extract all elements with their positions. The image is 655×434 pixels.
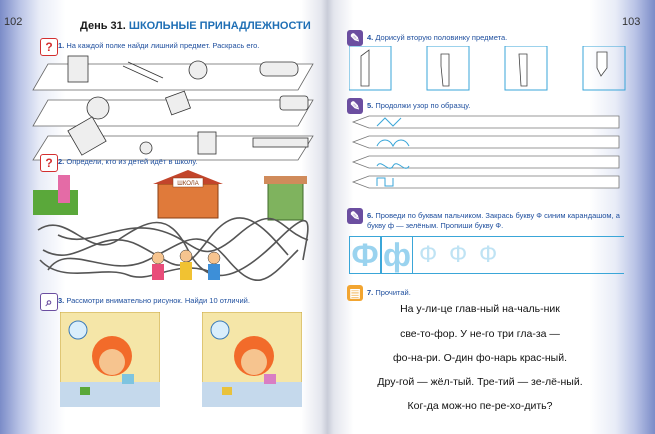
task-5-text xyxy=(367,101,470,110)
task-4-text xyxy=(367,33,507,42)
half-pencil-shape xyxy=(361,50,369,86)
school-building xyxy=(153,170,223,218)
left-page xyxy=(4,0,318,434)
task-2-instruction: Определи, кто из детей идёт в школу. xyxy=(66,157,198,166)
half-brush-shape xyxy=(441,54,449,86)
question-icon: ? xyxy=(40,154,58,172)
children-figures xyxy=(152,250,220,280)
half-eraser-shape xyxy=(597,52,607,76)
task-4-instruction: Дорисуй вторую половинку предмета. xyxy=(375,33,508,42)
shelves-illustration xyxy=(28,52,318,162)
task-1-instruction: На каждой полке найди лишний предмет. Раскрась его. xyxy=(66,41,260,50)
trace-letter: Ф xyxy=(479,241,498,268)
eraser-object xyxy=(280,96,308,110)
question-icon: ? xyxy=(40,38,58,56)
letter-writing-lines xyxy=(349,236,624,274)
task-2-text xyxy=(58,157,197,166)
day-label: День 31. xyxy=(80,20,126,32)
trace-letter: Ф xyxy=(449,241,468,268)
difference-picture-right xyxy=(202,312,302,407)
task-2-number: 2. xyxy=(58,157,65,166)
pencil-icon: ✎ xyxy=(347,208,363,224)
pattern-pencils xyxy=(349,114,629,200)
magnifier-icon: ⌕ xyxy=(40,293,58,311)
house-building xyxy=(264,176,307,220)
page-number-right: 103 xyxy=(622,16,641,28)
maze-illustration xyxy=(28,170,313,290)
big-letter-uppercase: Ф xyxy=(349,236,381,274)
task-6-text xyxy=(367,211,629,231)
trace-letter: Ф xyxy=(419,241,438,268)
task-5-instruction: Продолжи узор по образцу. xyxy=(375,101,471,110)
reading-line: Дру-гой — жёл-тый. Тре-тий — зе-лё-ный. xyxy=(377,376,583,388)
difference-picture-left xyxy=(60,312,160,407)
task-7-number: 7. xyxy=(367,288,374,297)
scissors-object xyxy=(140,142,152,154)
roll-object xyxy=(260,62,298,76)
notebook-object xyxy=(68,56,88,82)
maze-paths xyxy=(38,218,308,280)
task-7-instruction: Прочитай. xyxy=(375,288,411,297)
task-1-number: 1. xyxy=(58,41,65,50)
ball-object xyxy=(87,97,109,119)
task-3-number: 3. xyxy=(58,296,65,305)
task-6-number: 6. xyxy=(367,211,374,220)
sharpener-object xyxy=(198,132,216,154)
pencil-icon: ✎ xyxy=(347,98,363,114)
task-5-number: 5. xyxy=(367,101,374,110)
halves-drawing-area xyxy=(349,46,629,92)
topic-label: ШКОЛЬНЫЕ ПРИНАДЛЕЖНОСТИ xyxy=(128,20,311,32)
ruler-object xyxy=(253,138,308,147)
task-6-instruction: Проведи по буквам пальчиком. Закрась букву Ф синим карандашом, а букву ф — зелёным. Пропиши букву Ф. xyxy=(367,211,620,230)
pencil-icon: ✎ xyxy=(347,30,363,46)
half-marker-shape xyxy=(519,54,527,86)
book-icon: ▤ xyxy=(347,285,363,301)
page-number-left: 102 xyxy=(4,16,23,28)
task-7-text xyxy=(367,288,411,297)
reading-line: све-то-фор. У не-го три гла-за — xyxy=(400,328,560,340)
toy-object xyxy=(189,61,207,79)
school-sign: ШКОЛА xyxy=(177,181,199,187)
reading-line: фо-на-ри. О-дин фо-нарь крас-ный. xyxy=(392,352,567,364)
page-title xyxy=(80,20,311,32)
task-3-instruction: Рассмотри внимательно рисунок. Найди 10 отличий. xyxy=(66,296,250,305)
big-letter-lowercase: ф xyxy=(383,237,411,273)
playground xyxy=(33,175,78,215)
task-3-text xyxy=(58,296,250,305)
task-1-text xyxy=(58,41,259,50)
right-page xyxy=(335,0,641,434)
task-4-number: 4. xyxy=(367,33,374,42)
reading-line: Ког-да мож-но пе-ре-хо-дить? xyxy=(407,400,553,412)
reading-line: На у-ли-це глав-ный на-чаль-ник xyxy=(400,303,560,315)
